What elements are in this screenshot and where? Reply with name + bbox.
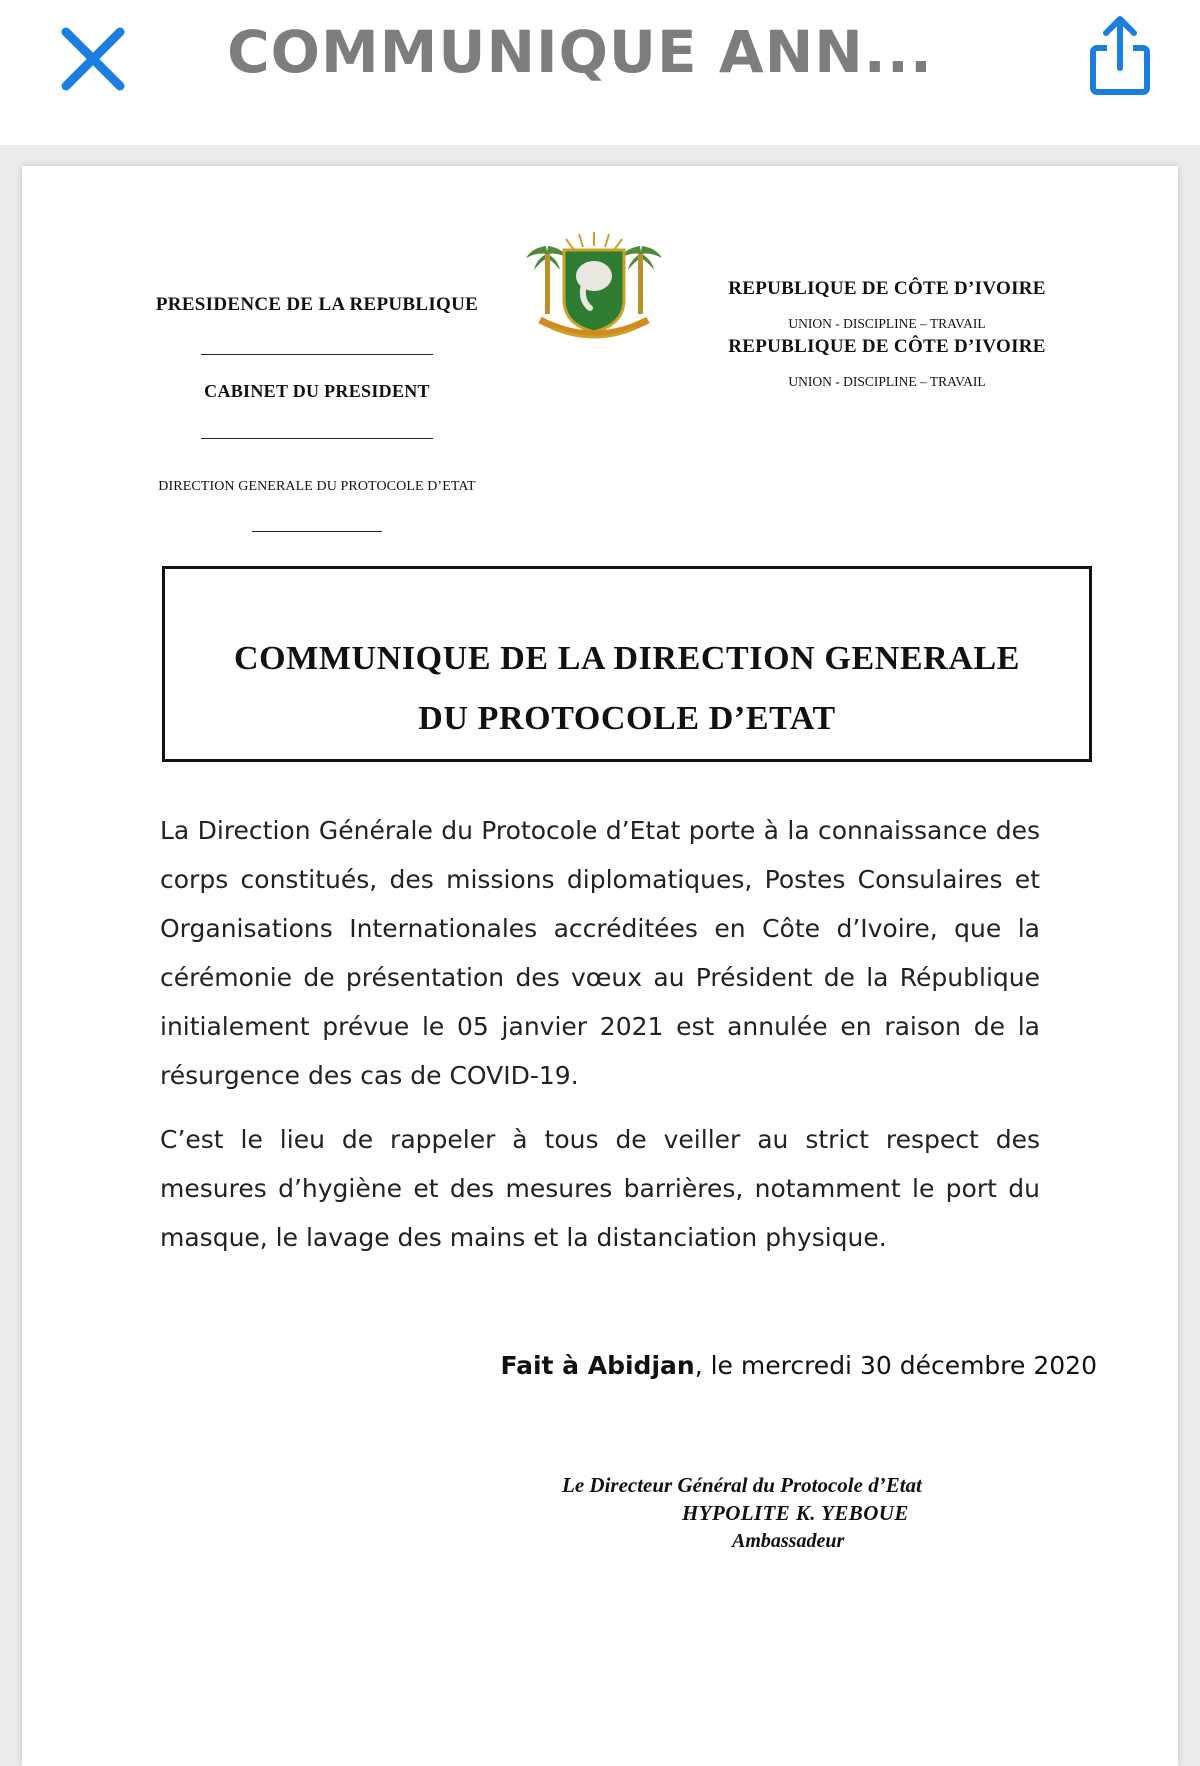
coat-of-arms-icon (524, 228, 664, 346)
divider (201, 438, 433, 439)
country-label: REPUBLIQUE DE CÔTE D’IVOIRE (728, 336, 1046, 357)
header-left (117, 294, 517, 532)
signature-role: Ambassadeur (732, 1530, 845, 1552)
place-label: Fait à Abidjan (500, 1351, 695, 1380)
date-label: , le mercredi 30 décembre 2020 (694, 1351, 1097, 1380)
top-bar (0, 0, 1200, 145)
divider (201, 354, 433, 355)
cabinet-label: CABINET DU PRESIDENT (204, 381, 430, 401)
document-page (22, 166, 1178, 1766)
direction-label: DIRECTION GENERALE DU PROTOCOLE D’ETAT (158, 479, 476, 494)
communique-body (160, 806, 1040, 1262)
close-icon (56, 22, 130, 96)
presidence-label: PRESIDENCE DE LA REPUBLIQUE (155, 294, 479, 315)
motto-label: UNION - DISCIPLINE – TRAVAIL (788, 316, 986, 331)
close-button[interactable] (56, 22, 130, 96)
header-right (717, 276, 1057, 392)
divider (252, 531, 382, 532)
communique-title-box (162, 566, 1092, 762)
communique-title-line2: DU PROTOCOLE D’ETAT (418, 700, 836, 737)
share-button[interactable] (1085, 14, 1155, 98)
document-title: COMMUNIQUE ANN... (227, 18, 933, 86)
communique-title-line1: COMMUNIQUE DE LA DIRECTION GENERALE (233, 640, 1021, 677)
place-and-date (422, 1351, 1097, 1380)
signature-name: HYPOLITE K. YEBOUE (682, 1501, 909, 1525)
motto-label: UNION - DISCIPLINE – TRAVAIL (788, 374, 986, 389)
country-label: REPUBLIQUE DE CÔTE D’IVOIRE (728, 278, 1046, 299)
signature-block (562, 1471, 1002, 1555)
paragraph: La Direction Générale du Protocole d’Etat porte à la connaissance des corps constitués, des missions diplomatiques, Postes Consulaires et Organisations Internationales accréditées en Côte d’Ivoire, que la cérémonie de présentation des vœux au Président de la République initialement prévue le 05 janvier 2021 est annulée en raison de la résurgence des cas de COVID-19. (160, 816, 1040, 1090)
paragraph: C’est le lieu de rappeler à tous de veiller au strict respect des mesures d’hygiène et des mesures barrières, notamment le port du masque, le lavage des mains et la distanciation physique. (160, 1125, 1040, 1252)
signature-title: Le Directeur Général du Protocole d’Etat (562, 1473, 922, 1497)
share-icon (1085, 14, 1155, 98)
